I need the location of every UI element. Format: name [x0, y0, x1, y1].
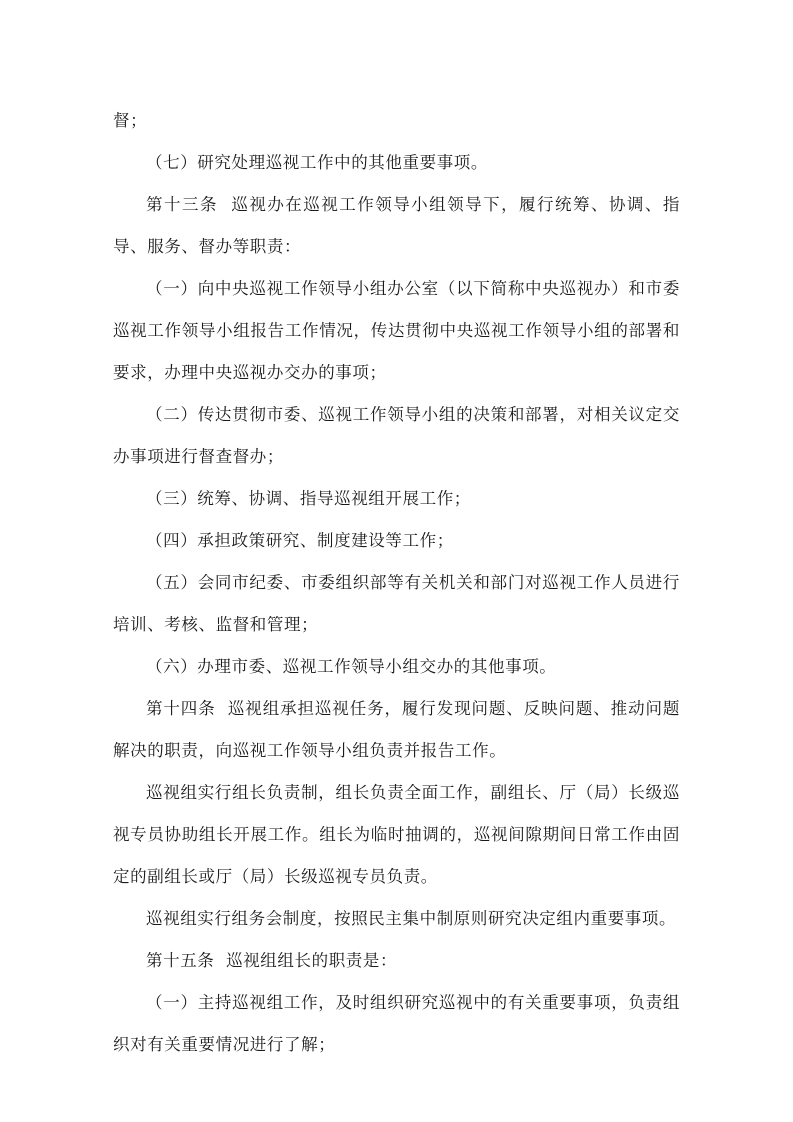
paragraph: 第十五条 巡视组组长的职责是：	[146, 951, 398, 970]
paragraph: （七）研究处理巡视工作中的其他重要事项。	[146, 153, 488, 172]
paragraph: （一）向中央巡视工作领导小组办公室（以下简称中央巡视办）和市委巡视工作领导小组报告工作情况，传达贯彻中央巡视工作领导小组的部署和要求，办理中央巡视办交办的事项；	[113, 279, 680, 382]
paragraph: （二）传达贯彻市委、巡视工作领导小组的决策和部署，对相关议定交办事项进行督查督办；	[113, 405, 680, 466]
paragraph: 督；	[113, 111, 148, 130]
paragraph: 第十四条 巡视组承担巡视任务，履行发现问题、反映问题、推动问题解决的职责，向巡视工作领导小组负责并报告工作。	[113, 699, 680, 760]
paragraph: 巡视组实行组务会制度，按照民主集中制原则研究决定组内重要事项。	[146, 909, 677, 928]
paragraph: （五）会同市纪委、市委组织部等有关机关和部门对巡视工作人员进行培训、考核、监督和管理；	[113, 573, 680, 634]
document-body	[113, 100, 680, 1066]
paragraph: （一）主持巡视组工作，及时组织研究巡视中的有关重要事项，负责组织对有关重要情况进行了解；	[113, 993, 680, 1054]
paragraph: （六）办理市委、巡视工作领导小组交办的其他事项。	[146, 657, 557, 676]
paragraph: 巡视组实行组长负责制，组长负责全面工作，副组长、厅（局）长级巡视专员协助组长开展工作。组长为临时抽调的，巡视间隙期间日常工作由固定的副组长或厅（局）长级巡视专员负责。	[113, 783, 680, 886]
paragraph: （三）统筹、协调、指导巡视组开展工作；	[146, 489, 471, 508]
paragraph: 第十三条 巡视办在巡视工作领导小组领导下，履行统筹、协调、指导、服务、督办等职责：	[113, 195, 680, 256]
paragraph: （四）承担政策研究、制度建设等工作；	[146, 531, 454, 550]
